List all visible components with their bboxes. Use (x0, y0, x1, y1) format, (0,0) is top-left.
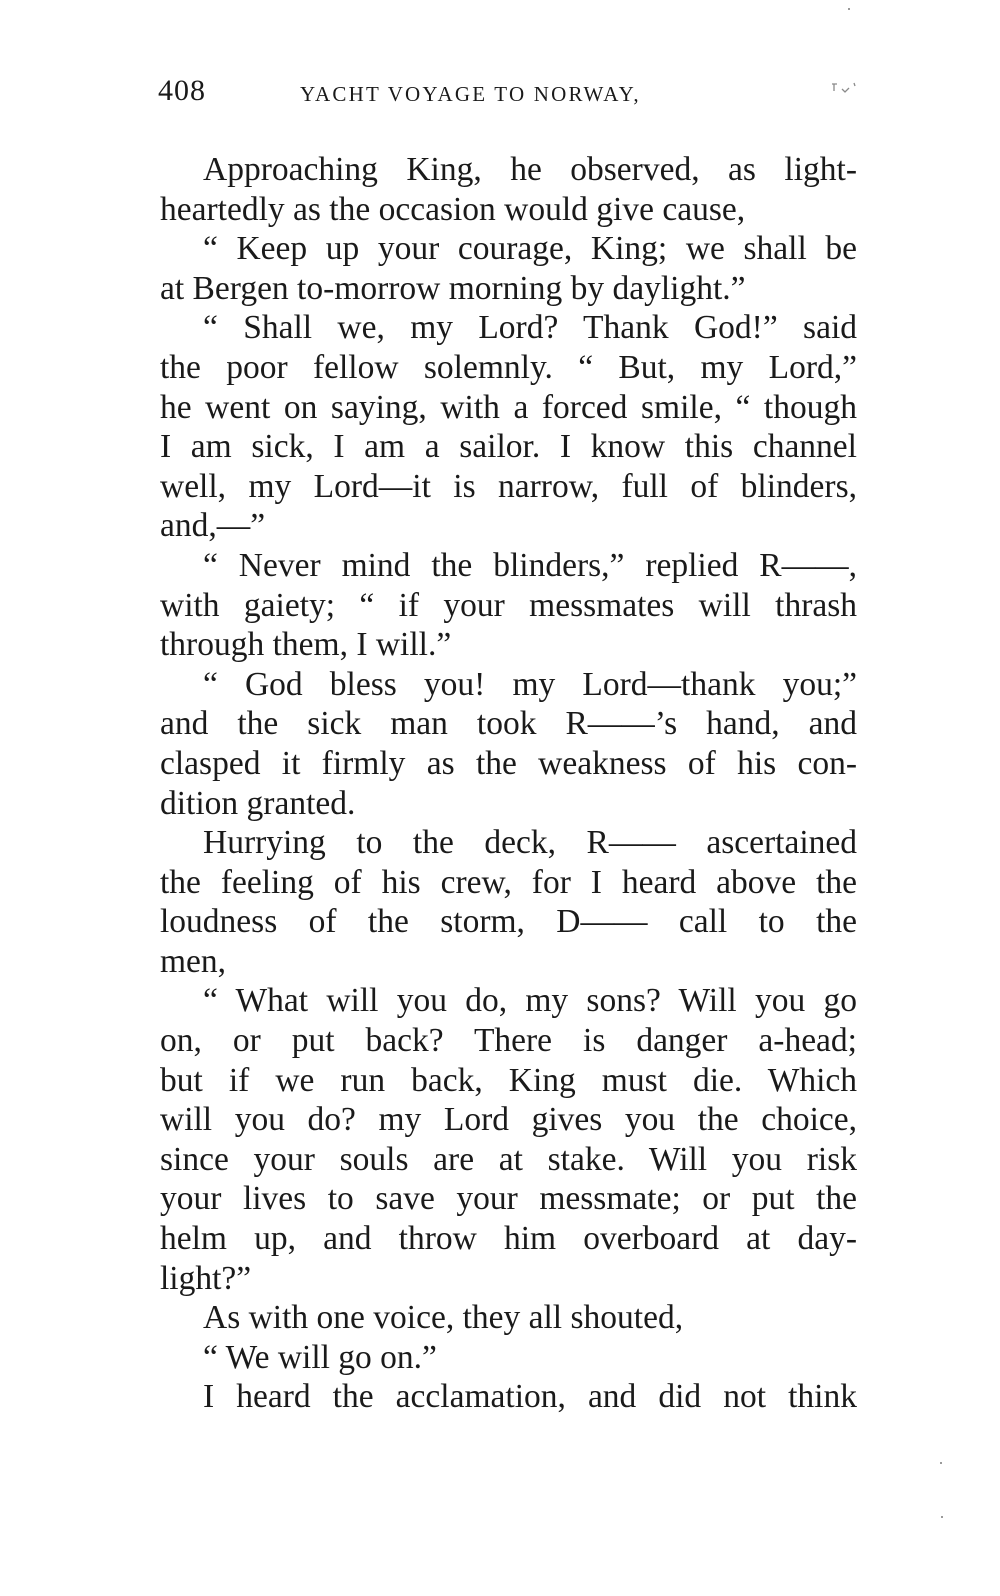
text-line: and the sick man took R——’s hand, and (160, 705, 857, 743)
text-line: and,—” (160, 507, 266, 545)
text-line: As with one voice, they all shouted, (203, 1299, 684, 1337)
text-line: will you do? my Lord gives you the choice, (160, 1101, 857, 1139)
text-line: since your souls are at stake. Will you risk (160, 1140, 857, 1178)
text-line: dition granted. (160, 784, 356, 822)
text-line: “ We will go on.” (203, 1338, 437, 1376)
text-line: “ Keep up your courage, King; we shall be (203, 230, 857, 268)
text-line: he went on saying, with a forced smile, “ though (160, 388, 857, 426)
paper-speck (848, 8, 850, 10)
running-header (158, 74, 878, 114)
text-line: “ Never mind the blinders,” replied R——, (203, 546, 857, 584)
text-line: with gaiety; “ if your messmates will thrash (160, 586, 857, 624)
text-line: I heard the acclamation, and did not think (203, 1378, 857, 1416)
text-line: light?” (160, 1259, 252, 1297)
text-line: but if we run back, King must die. Which (160, 1061, 857, 1099)
text-line: Approaching King, he observed, as light- (203, 151, 857, 188)
body-text (160, 150, 857, 1417)
text-line: helm up, and throw him overboard at day- (160, 1220, 857, 1258)
text-line: clasped it firmly as the weakness of his con- (160, 744, 857, 782)
text-line: “ God bless you! my Lord—thank you;” (203, 665, 857, 703)
page-number: 408 (158, 74, 206, 107)
ink-smudge (828, 80, 862, 96)
text-line: Hurrying to the deck, R—— ascertained (203, 824, 857, 862)
paper-speck (941, 1516, 943, 1518)
text-line: the feeling of his crew, for I heard above the (160, 863, 857, 901)
paper-speck (940, 1462, 942, 1464)
text-line: men, (160, 942, 227, 980)
text-line: through them, I will.” (160, 626, 452, 664)
text-line: at Bergen to-morrow morning by daylight.” (160, 269, 746, 307)
running-title: YACHT VOYAGE TO NORWAY, (300, 82, 641, 106)
text-line: the poor fellow solemnly. “ But, my Lord,” (160, 348, 857, 386)
text-line: I am sick, I am a sailor. I know this channel (160, 428, 857, 466)
text-line: “ Shall we, my Lord? Thank God!” said (203, 309, 857, 347)
text-line: on, or put back? There is danger a-head; (160, 1022, 857, 1060)
text-line: loudness of the storm, D—— call to the (160, 903, 857, 941)
text-line: well, my Lord—it is narrow, full of blinders, (160, 467, 857, 505)
text-line: your lives to save your messmate; or put the (160, 1180, 857, 1218)
text-line: heartedly as the occasion would give cause, (160, 190, 746, 228)
text-line: “ What will you do, my sons? Will you go (203, 982, 857, 1020)
